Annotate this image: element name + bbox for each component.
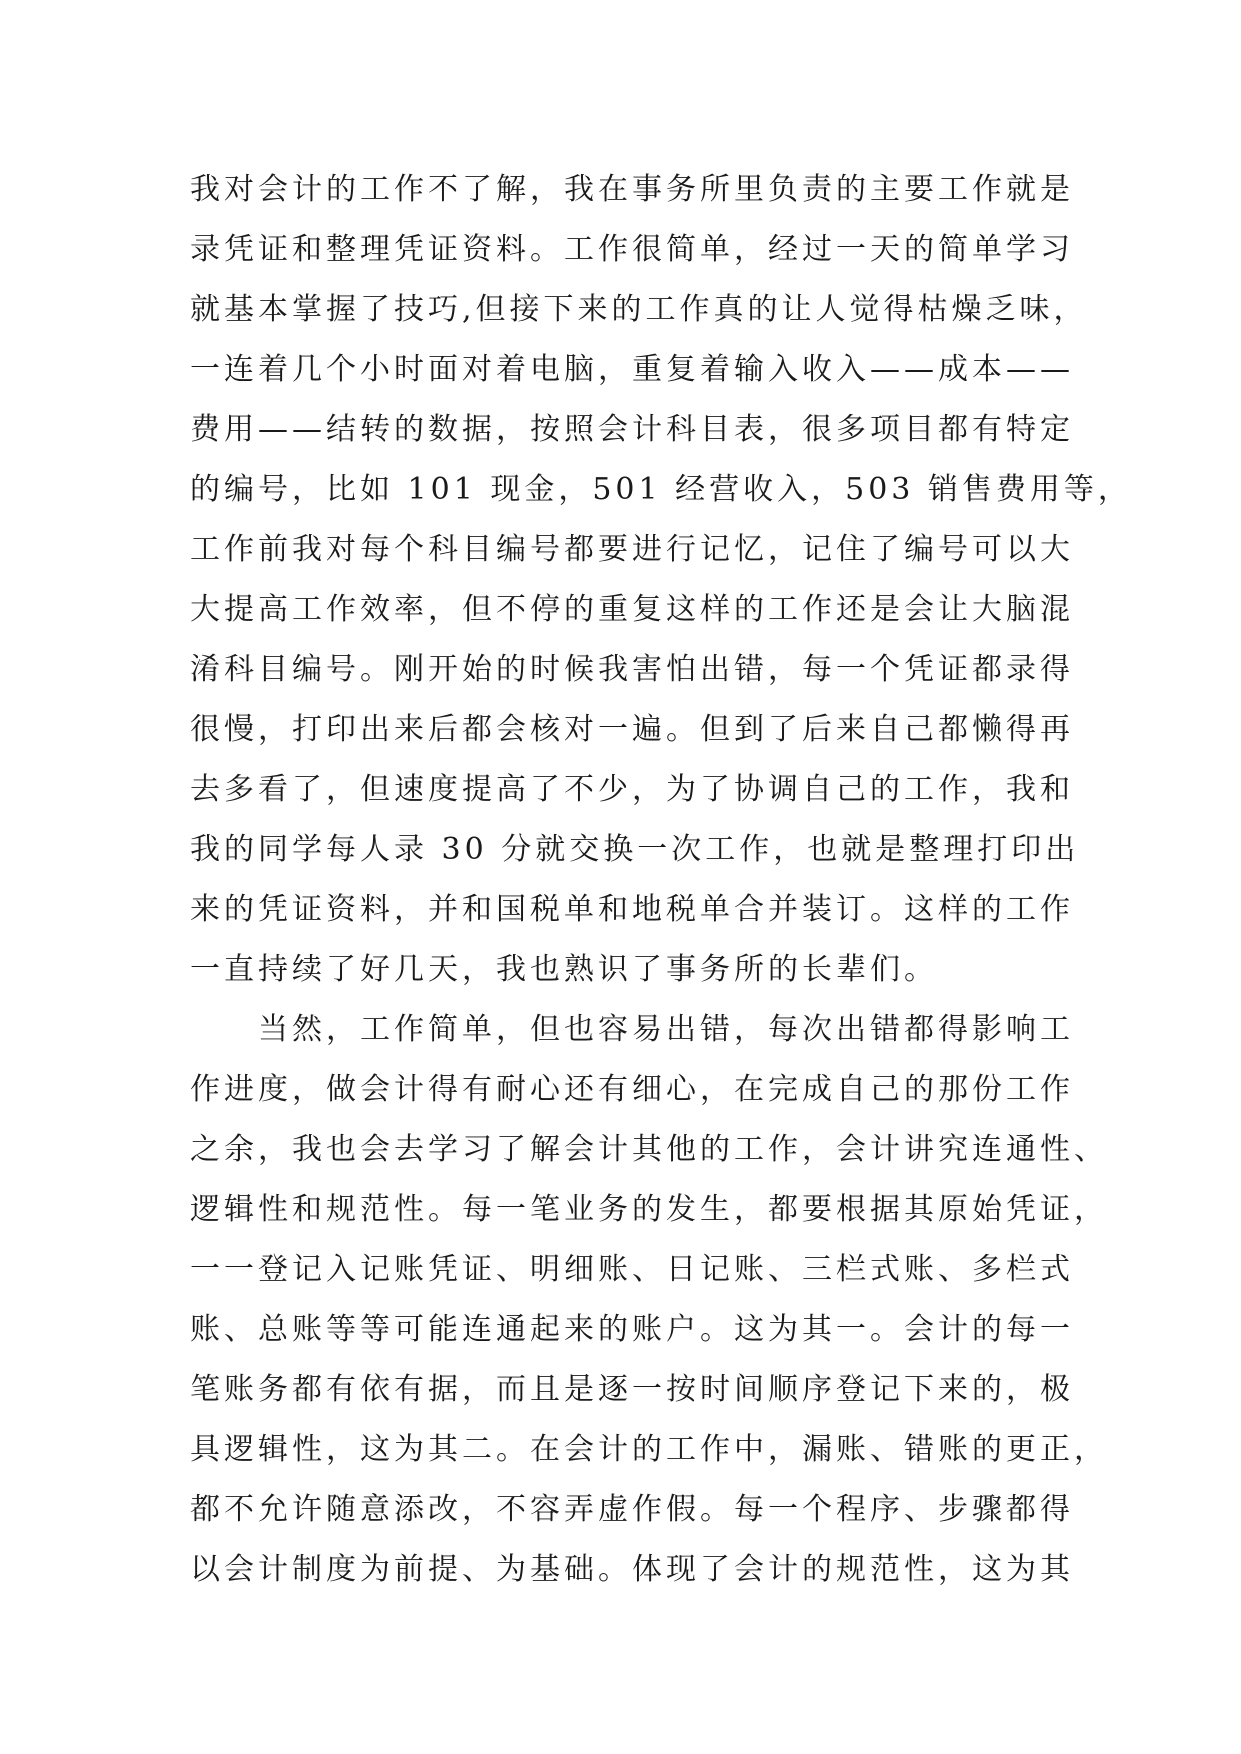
text-line: 一一登记入记账凭证、明细账、日记账、三栏式账、多栏式 [190,1252,1074,1287]
text-line: 很慢，打印出来后都会核对一遍。但到了后来自己都懒得再 [190,712,1074,747]
text-line: 费用——结转的数据，按照会计科目表，很多项目都有特定 [190,412,1074,447]
text-line: 录凭证和整理凭证资料。工作很简单，经过一天的简单学习 [190,232,1074,267]
text-line: 一直持续了好几天，我也熟识了事务所的长辈们。 [190,952,938,987]
text-line: 我对会计的工作不了解，我在事务所里负责的主要工作就是 [190,172,1074,207]
text-line: 的编号，比如 101 现金，501 经营收入，503 销售费用等， [190,472,1132,507]
text-line: 以会计制度为前提、为基础。体现了会计的规范性，这为其 [190,1552,1074,1587]
paragraph-start-line: 当然，工作简单，但也容易出错，每次出错都得影响工 [258,1012,1074,1047]
text-line: 之余，我也会去学习了解会计其他的工作，会计讲究连通性、 [190,1132,1108,1167]
text-line: 账、总账等等可能连通起来的账户。这为其一。会计的每一 [190,1312,1074,1347]
text-line: 一连着几个小时面对着电脑，重复着输入收入——成本—— [190,352,1074,387]
text-line: 具逻辑性，这为其二。在会计的工作中，漏账、错账的更正， [190,1432,1108,1467]
text-line: 工作前我对每个科目编号都要进行记忆，记住了编号可以大 [190,532,1074,567]
text-line: 都不允许随意添改，不容弄虚作假。每一个程序、步骤都得 [190,1492,1074,1527]
text-line: 我的同学每人录 30 分就交换一次工作，也就是整理打印出 [190,832,1080,867]
text-line: 逻辑性和规范性。每一笔业务的发生，都要根据其原始凭证， [190,1192,1108,1227]
text-line: 淆科目编号。刚开始的时候我害怕出错，每一个凭证都录得 [190,652,1074,687]
text-line: 就基本掌握了技巧,但接下来的工作真的让人觉得枯燥乏味， [190,292,1088,327]
body-text [190,160,1132,1600]
text-line: 作进度，做会计得有耐心还有细心，在完成自己的那份工作 [190,1072,1074,1107]
text-line: 笔账务都有依有据，而且是逐一按时间顺序登记下来的，极 [190,1372,1074,1407]
text-line: 去多看了，但速度提高了不少，为了协调自己的工作，我和 [190,772,1074,807]
text-line: 来的凭证资料，并和国税单和地税单合并装订。这样的工作 [190,892,1074,927]
text-line: 大提高工作效率，但不停的重复这样的工作还是会让大脑混 [190,592,1074,627]
